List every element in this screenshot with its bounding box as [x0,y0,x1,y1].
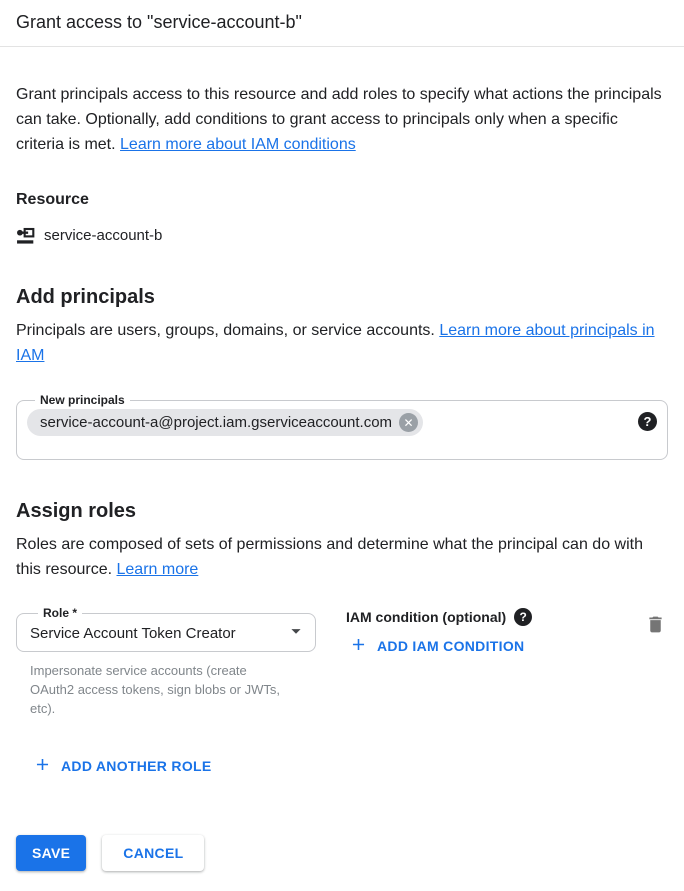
principal-chip-value: service-account-a@project.iam.gserviceaccount.com [40,414,393,431]
role-helper-text: Impersonate service accounts (create OAuth2 access tokens, sign blobs or JWTs, etc). [30,663,280,716]
intro-text: Grant principals access to this resource and add roles to specify what actions the principals can take. Optionally, add conditions to grant access to principals only when a specific criteria is met. [16,86,662,153]
role-select-field[interactable] [16,608,316,652]
resource-row [16,226,668,246]
resource-heading: Resource [16,191,89,208]
roles-description-text: Roles are composed of sets of permissions and determine what the principal can do with this resource. [16,536,643,578]
dialog-actions [16,835,668,871]
condition-column [346,608,643,659]
roles-learn-more-link[interactable]: Learn more [116,561,199,578]
add-iam-condition-button[interactable] [349,635,524,657]
resource-name: service-account-b [44,227,163,244]
condition-label: IAM condition (optional) [346,609,507,625]
save-button[interactable]: SAVE [16,835,86,871]
trash-icon [645,623,666,638]
new-principals-label: New principals [40,393,125,407]
principals-description-text: Principals are users, groups, domains, or service accounts. [16,322,435,339]
service-account-icon [16,227,35,246]
add-another-role-label: ADD ANOTHER ROLE [61,758,212,774]
new-principals-field[interactable] [16,394,668,460]
dropdown-arrow-icon [285,620,307,647]
principals-help-icon[interactable]: ? [638,412,657,431]
dialog-title: Grant access to "service-account-b" [16,12,302,32]
role-row [16,608,668,718]
role-label: Role * [43,606,78,620]
add-another-role-button[interactable] [33,755,212,777]
chip-remove-icon[interactable]: ✕ [399,413,418,432]
add-iam-condition-label: ADD IAM CONDITION [377,638,525,654]
dialog-header [0,0,684,47]
assign-roles-heading: Assign roles [16,500,137,522]
intro-paragraph [16,82,668,157]
role-select[interactable] [30,618,307,648]
iam-conditions-link[interactable]: Learn more about IAM conditions [120,136,356,153]
plus-icon [349,635,368,657]
condition-help-icon[interactable]: ? [514,608,532,626]
principals-learn-more-link[interactable]: Learn more about principals in IAM [16,322,655,364]
cancel-button[interactable]: CANCEL [102,835,204,871]
principal-chip [27,409,423,436]
role-column [16,608,316,718]
role-selected-value: Service Account Token Creator [30,624,236,642]
principals-description [16,318,668,368]
roles-description [16,532,668,582]
delete-role-button[interactable] [643,612,668,640]
plus-icon [33,755,52,777]
add-principals-heading: Add principals [16,286,155,308]
